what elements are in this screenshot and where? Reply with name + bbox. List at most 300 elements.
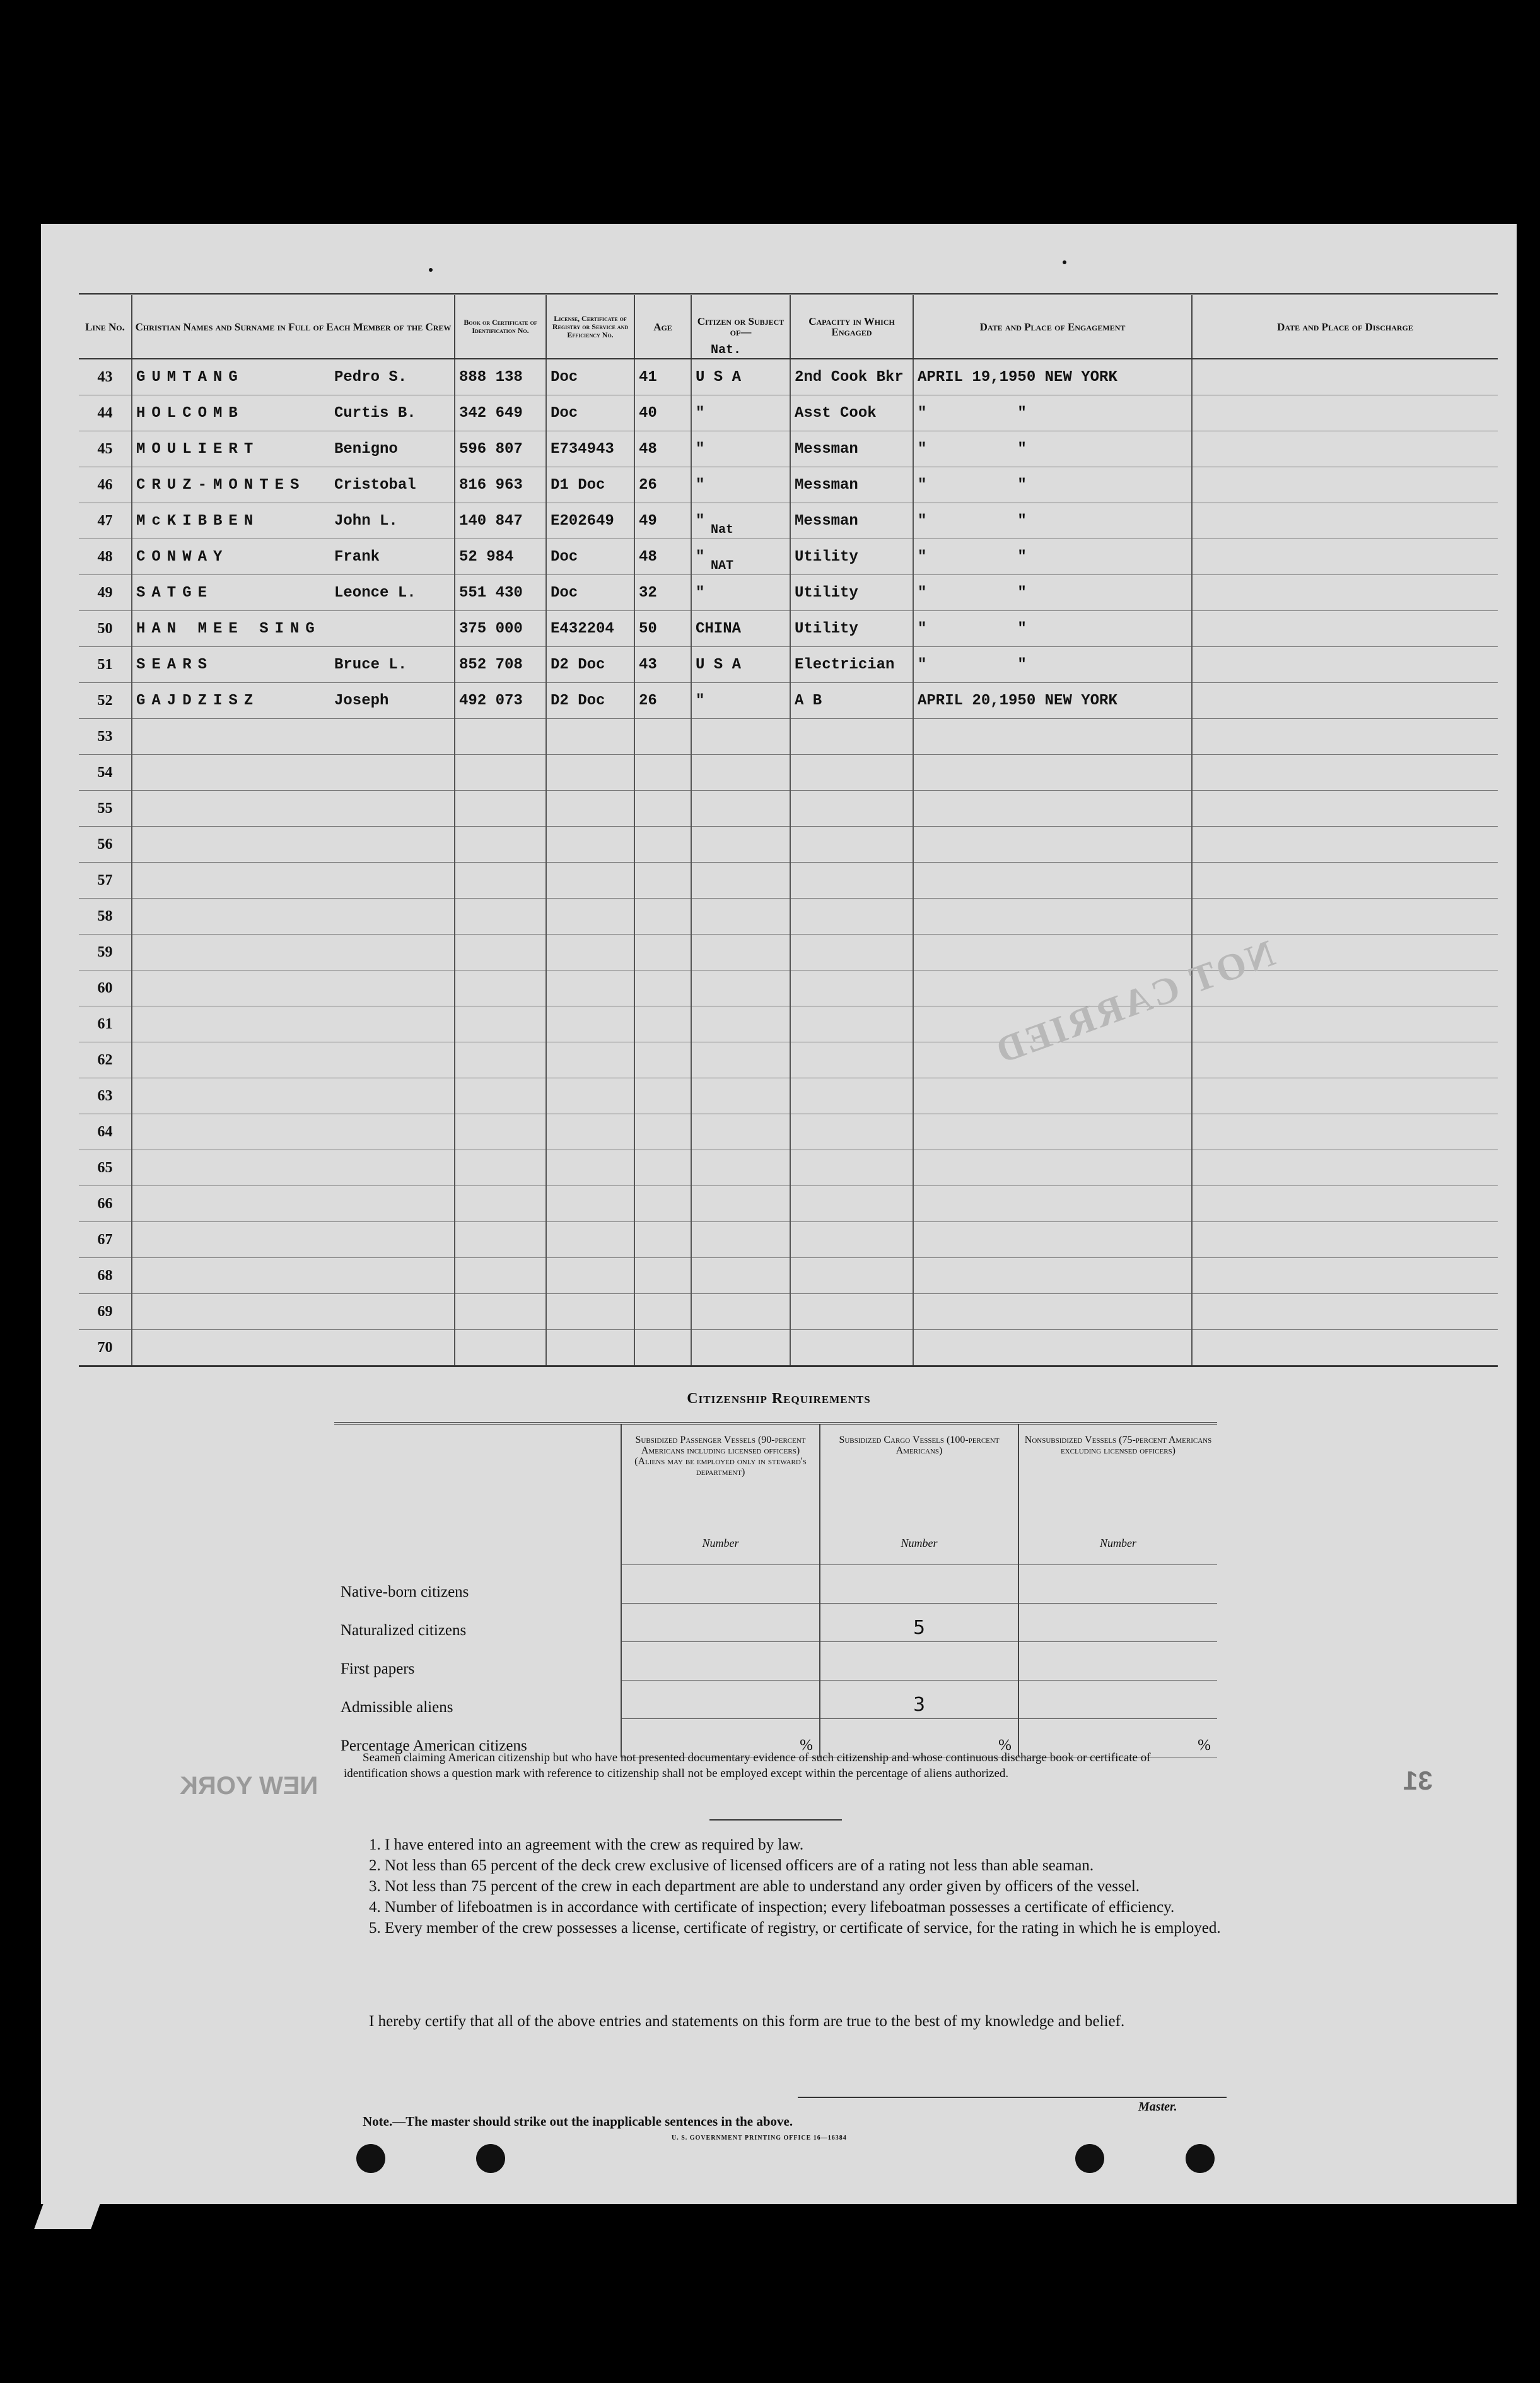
engagement: APRIL 20,1950 NEW YORK bbox=[913, 683, 1192, 719]
license-number: E432204 bbox=[546, 611, 634, 647]
line-number: 53 bbox=[79, 719, 132, 755]
line-number: 63 bbox=[79, 1078, 132, 1114]
empty-cell bbox=[790, 1294, 913, 1330]
empty-cell bbox=[691, 935, 790, 970]
capacity: Asst Cook bbox=[790, 395, 913, 431]
crew-row-empty bbox=[79, 1042, 1498, 1078]
empty-cell bbox=[634, 791, 691, 827]
line-number: 68 bbox=[79, 1258, 132, 1294]
crew-row-empty bbox=[79, 719, 1498, 755]
empty-cell bbox=[1192, 1006, 1498, 1042]
license-number: D1 Doc bbox=[546, 467, 634, 503]
empty-cell bbox=[546, 899, 634, 935]
citizenship-header-row bbox=[334, 1423, 1217, 1533]
citizenship bbox=[691, 503, 790, 539]
given-name: Cristobal bbox=[334, 476, 416, 494]
header-citizen: Citizen or Subject of— bbox=[691, 294, 790, 359]
percent-sign: % bbox=[1018, 1719, 1217, 1757]
empty-cell bbox=[1192, 1042, 1498, 1078]
row-label: First papers bbox=[341, 1660, 415, 1677]
empty-cell bbox=[546, 1186, 634, 1222]
empty-cell bbox=[546, 1258, 634, 1294]
row-admissible-aliens bbox=[334, 1681, 1217, 1719]
empty-cell bbox=[1192, 1258, 1498, 1294]
empty-cell bbox=[455, 755, 546, 791]
passenger-value bbox=[621, 1565, 820, 1604]
empty-cell bbox=[691, 1294, 790, 1330]
empty-cell bbox=[1192, 1294, 1498, 1330]
empty-cell bbox=[691, 1186, 790, 1222]
crew-row-empty bbox=[79, 1006, 1498, 1042]
row-label: Naturalized citizens bbox=[341, 1621, 467, 1639]
empty-cell bbox=[1192, 1114, 1498, 1150]
empty-cell bbox=[132, 1006, 455, 1042]
empty-cell bbox=[634, 935, 691, 970]
printer-imprint: U. S. GOVERNMENT PRINTING OFFICE 16—16384 bbox=[672, 2135, 847, 2141]
manifest-page bbox=[41, 224, 1517, 2204]
empty-cell bbox=[790, 899, 913, 935]
empty-cell bbox=[691, 755, 790, 791]
empty-cell bbox=[634, 1006, 691, 1042]
nonsubsidized-value bbox=[1018, 1565, 1217, 1604]
empty-cell bbox=[691, 1042, 790, 1078]
header-license: License, Certificate of Registry or Service and Efficiency No. bbox=[546, 294, 634, 359]
citizen-value: U S A bbox=[696, 368, 742, 386]
empty-cell bbox=[790, 1042, 913, 1078]
empty-cell bbox=[546, 863, 634, 899]
crew-row-empty bbox=[79, 935, 1498, 970]
age: 48 bbox=[634, 539, 691, 575]
row-first-papers bbox=[334, 1642, 1217, 1681]
empty-cell bbox=[913, 1330, 1192, 1366]
empty-cell bbox=[1192, 863, 1498, 899]
license-number: Doc bbox=[546, 575, 634, 611]
empty-cell bbox=[691, 1006, 790, 1042]
book-number: 816 963 bbox=[455, 467, 546, 503]
statement-item: 2. Not less than 65 percent of the deck crew exclusive of licensed officers are of a rating not less than able seaman. bbox=[369, 1857, 1094, 1874]
empty-cell bbox=[691, 1150, 790, 1186]
cargo-value: 3 bbox=[820, 1681, 1018, 1719]
empty-cell bbox=[913, 1078, 1192, 1114]
crew-row bbox=[79, 431, 1498, 467]
given-name: Frank bbox=[334, 548, 380, 566]
license-number: D2 Doc bbox=[546, 647, 634, 683]
line-number: 46 bbox=[79, 467, 132, 503]
empty-cell bbox=[790, 719, 913, 755]
master-label: Master. bbox=[1138, 2100, 1177, 2114]
capacity: Utility bbox=[790, 575, 913, 611]
header-name: Christian Names and Surname in Full of Each Member of the Crew bbox=[132, 294, 455, 359]
discharge bbox=[1192, 395, 1498, 431]
citizen-value: " bbox=[696, 584, 705, 602]
empty-cell bbox=[691, 899, 790, 935]
empty-cell bbox=[455, 1258, 546, 1294]
empty-cell bbox=[132, 1150, 455, 1186]
empty-cell bbox=[132, 899, 455, 935]
empty-cell bbox=[1192, 791, 1498, 827]
empty-cell bbox=[913, 935, 1192, 970]
empty-cell bbox=[1192, 899, 1498, 935]
punch-hole bbox=[429, 268, 433, 272]
empty-cell bbox=[691, 791, 790, 827]
book-number: 888 138 bbox=[455, 359, 546, 395]
surname: CONWAY bbox=[136, 548, 229, 566]
line-number: 69 bbox=[79, 1294, 132, 1330]
empty-cell bbox=[455, 719, 546, 755]
age: 41 bbox=[634, 359, 691, 395]
punch-hole bbox=[356, 2144, 385, 2173]
number-label-row bbox=[334, 1533, 1217, 1565]
passenger-value bbox=[621, 1604, 820, 1642]
engagement: " " bbox=[913, 395, 1192, 431]
empty-cell bbox=[132, 1222, 455, 1258]
header-line: Line No. bbox=[79, 294, 132, 359]
crew-row-empty bbox=[79, 1150, 1498, 1186]
empty-cell bbox=[546, 755, 634, 791]
crew-row bbox=[79, 611, 1498, 647]
empty-cell bbox=[455, 1150, 546, 1186]
number-label: Number bbox=[820, 1533, 1018, 1565]
empty-cell bbox=[132, 1294, 455, 1330]
empty-cell bbox=[790, 1114, 913, 1150]
engagement: " " bbox=[913, 611, 1192, 647]
empty-cell bbox=[455, 935, 546, 970]
empty-cell bbox=[1192, 1150, 1498, 1186]
empty-cell bbox=[913, 719, 1192, 755]
empty-cell bbox=[546, 1294, 634, 1330]
empty-cell bbox=[913, 755, 1192, 791]
surname: CRUZ-MONTES bbox=[136, 476, 306, 494]
empty-cell bbox=[455, 1222, 546, 1258]
empty-cell bbox=[790, 1330, 913, 1366]
empty-cell bbox=[634, 970, 691, 1006]
empty-cell bbox=[634, 755, 691, 791]
age: 49 bbox=[634, 503, 691, 539]
empty-cell bbox=[132, 1114, 455, 1150]
age: 26 bbox=[634, 683, 691, 719]
crew-list-table bbox=[79, 293, 1498, 1367]
line-number: 51 bbox=[79, 647, 132, 683]
empty-cell bbox=[132, 791, 455, 827]
col-nonsubsidized: Nonsubsidized Vessels (75-percent Americans excluding licensed officers) bbox=[1018, 1423, 1217, 1533]
empty-cell bbox=[455, 1186, 546, 1222]
crew-row bbox=[79, 539, 1498, 575]
crew-name bbox=[132, 683, 455, 719]
empty-cell bbox=[132, 755, 455, 791]
empty-cell bbox=[546, 1330, 634, 1366]
empty-cell bbox=[790, 1006, 913, 1042]
empty-cell bbox=[546, 1114, 634, 1150]
empty-cell bbox=[691, 1078, 790, 1114]
cargo-value bbox=[820, 1565, 1018, 1604]
capacity: Electrician bbox=[790, 647, 913, 683]
passenger-value bbox=[621, 1681, 820, 1719]
empty-cell bbox=[132, 863, 455, 899]
crew-name bbox=[132, 503, 455, 539]
empty-cell bbox=[913, 1258, 1192, 1294]
empty-cell bbox=[455, 863, 546, 899]
empty-cell bbox=[546, 791, 634, 827]
empty-cell bbox=[634, 1150, 691, 1186]
empty-cell bbox=[634, 1042, 691, 1078]
nonsubsidized-value bbox=[1018, 1642, 1217, 1681]
empty-cell bbox=[790, 863, 913, 899]
line-number: 49 bbox=[79, 575, 132, 611]
citizenship bbox=[691, 343, 790, 395]
header-row bbox=[79, 294, 1498, 359]
empty-cell bbox=[132, 1042, 455, 1078]
engagement: " " bbox=[913, 647, 1192, 683]
empty-cell bbox=[1192, 719, 1498, 755]
col-passenger: Subsidized Passenger Vessels (90-percent Americans including licensed officers) (Aliens may be employed only in steward's department) bbox=[621, 1423, 820, 1533]
empty-cell bbox=[546, 719, 634, 755]
line-number: 48 bbox=[79, 539, 132, 575]
crew-row-empty bbox=[79, 791, 1498, 827]
empty-cell bbox=[546, 1042, 634, 1078]
empty-cell bbox=[1192, 755, 1498, 791]
statement-item: 1. I have entered into an agreement with the crew as required by law. bbox=[369, 1836, 804, 1853]
surname: McKIBBEN bbox=[136, 512, 260, 530]
license-number: E202649 bbox=[546, 503, 634, 539]
bleedthrough-text: NEW YORK bbox=[180, 1772, 318, 1800]
row-naturalized bbox=[334, 1604, 1217, 1642]
row-label: Admissible aliens bbox=[341, 1698, 453, 1716]
empty-cell bbox=[913, 1150, 1192, 1186]
engagement: " " bbox=[913, 539, 1192, 575]
header-engagement: Date and Place of Engagement bbox=[913, 294, 1192, 359]
empty-cell bbox=[132, 1330, 455, 1366]
citizen-value: " bbox=[696, 440, 705, 458]
crew-row bbox=[79, 503, 1498, 539]
empty-cell bbox=[634, 1186, 691, 1222]
citizenship bbox=[691, 431, 790, 467]
crew-row-empty bbox=[79, 863, 1498, 899]
percent-sign: % bbox=[621, 1719, 820, 1757]
header-capacity: Capacity in Which Engaged bbox=[790, 294, 913, 359]
line-number: 60 bbox=[79, 970, 132, 1006]
empty-cell bbox=[691, 719, 790, 755]
empty-cell bbox=[546, 827, 634, 863]
empty-cell bbox=[691, 1114, 790, 1150]
empty-cell bbox=[132, 719, 455, 755]
empty-cell bbox=[913, 827, 1192, 863]
empty-cell bbox=[691, 970, 790, 1006]
citizen-value: U S A bbox=[696, 656, 742, 673]
capacity: Utility bbox=[790, 539, 913, 575]
statement-item: 3. Not less than 75 percent of the crew in each department are able to understand any order given by officers of the vessel. bbox=[369, 1878, 1140, 1895]
crew-row-empty bbox=[79, 1294, 1498, 1330]
citizenship bbox=[691, 683, 790, 719]
number-label: Number bbox=[621, 1533, 820, 1565]
crew-row bbox=[79, 647, 1498, 683]
empty-cell bbox=[634, 1222, 691, 1258]
crew-row bbox=[79, 683, 1498, 719]
empty-cell bbox=[546, 1150, 634, 1186]
given-name: Curtis B. bbox=[334, 404, 416, 422]
crew-row-empty bbox=[79, 1078, 1498, 1114]
citizenship-table bbox=[334, 1422, 1217, 1757]
discharge bbox=[1192, 467, 1498, 503]
line-number: 57 bbox=[79, 863, 132, 899]
line-number: 65 bbox=[79, 1150, 132, 1186]
row-label: Percentage American citizens bbox=[341, 1737, 527, 1754]
citizenship bbox=[691, 611, 790, 647]
crew-name bbox=[132, 467, 455, 503]
empty-cell bbox=[913, 791, 1192, 827]
line-number: 67 bbox=[79, 1222, 132, 1258]
certification-text: I hereby certify that all of the above entries and statements on this form are true to the best of my knowledge and belief. bbox=[369, 2013, 1125, 2030]
empty-cell bbox=[913, 863, 1192, 899]
capacity: Utility bbox=[790, 611, 913, 647]
citizenship bbox=[691, 395, 790, 431]
line-number: 64 bbox=[79, 1114, 132, 1150]
crew-row-empty bbox=[79, 1186, 1498, 1222]
age: 32 bbox=[634, 575, 691, 611]
empty-cell bbox=[455, 1114, 546, 1150]
empty-cell bbox=[132, 1186, 455, 1222]
line-number: 43 bbox=[79, 359, 132, 395]
statement-item: 4. Number of lifeboatmen is in accordance with certificate of inspection; every lifeboatman possesses a certificate of efficiency. bbox=[369, 1899, 1175, 1916]
crew-row-empty bbox=[79, 1330, 1498, 1366]
empty-cell bbox=[634, 899, 691, 935]
crew-row-empty bbox=[79, 1222, 1498, 1258]
not-carried-stamp: NOT CARRIED bbox=[988, 931, 1280, 1073]
line-number: 70 bbox=[79, 1330, 132, 1366]
empty-cell bbox=[634, 827, 691, 863]
empty-cell bbox=[455, 1042, 546, 1078]
note-text: Note.—The master should strike out the inapplicable sentences in the above. bbox=[363, 2114, 793, 2129]
empty-cell bbox=[790, 935, 913, 970]
empty-cell bbox=[634, 719, 691, 755]
empty-cell bbox=[691, 1222, 790, 1258]
engagement: " " bbox=[913, 503, 1192, 539]
passenger-value bbox=[621, 1642, 820, 1681]
empty-cell bbox=[1192, 1330, 1498, 1366]
empty-cell bbox=[455, 899, 546, 935]
engagement: APRIL 19,1950 NEW YORK bbox=[913, 359, 1192, 395]
statement-item: 5. Every member of the crew possesses a license, certificate of registry, or certificate of service, for the rating in which he is employed. bbox=[369, 1920, 1221, 1937]
book-number: 52 984 bbox=[455, 539, 546, 575]
crew-row-empty bbox=[79, 1258, 1498, 1294]
surname: GAJDZISZ bbox=[136, 692, 260, 709]
surname: HAN MEE SING bbox=[136, 620, 321, 638]
empty-cell bbox=[546, 970, 634, 1006]
given-name: John L. bbox=[334, 512, 398, 530]
discharge bbox=[1192, 611, 1498, 647]
crew-row-empty bbox=[79, 755, 1498, 791]
punch-hole bbox=[1186, 2144, 1215, 2173]
nonsubsidized-value bbox=[1018, 1681, 1217, 1719]
crew-name bbox=[132, 395, 455, 431]
citizen-value: " bbox=[696, 476, 705, 494]
empty-cell bbox=[1192, 827, 1498, 863]
bleedthrough-number: 31 bbox=[1403, 1766, 1433, 1795]
row-label: Native-born citizens bbox=[341, 1583, 469, 1600]
book-number: 596 807 bbox=[455, 431, 546, 467]
empty-cell bbox=[1192, 1186, 1498, 1222]
crew-row bbox=[79, 575, 1498, 611]
seamen-note: Seamen claiming American citizenship but who have not presented documentary evidence of such citizenship and whose continuous discharge book or certificate of identification shows a question mark with reference to citizenship shall not be employed except within the percentage of aliens authorized. bbox=[344, 1751, 1151, 1780]
empty-cell bbox=[790, 1078, 913, 1114]
empty-cell bbox=[913, 1186, 1192, 1222]
surname: HOLCOMB bbox=[136, 404, 244, 422]
discharge bbox=[1192, 575, 1498, 611]
crew-name bbox=[132, 611, 455, 647]
capacity: A B bbox=[790, 683, 913, 719]
citizen-note: Nat. bbox=[711, 343, 742, 358]
citizen-value: " bbox=[696, 692, 705, 709]
crew-row-empty bbox=[79, 899, 1498, 935]
capacity: Messman bbox=[790, 503, 913, 539]
master-signature-line bbox=[798, 2097, 1227, 2098]
citizen-value: " bbox=[696, 404, 705, 422]
given-name: Leonce L. bbox=[334, 584, 416, 602]
empty-cell bbox=[132, 827, 455, 863]
empty-cell bbox=[132, 1078, 455, 1114]
capacity: 2nd Cook Bkr bbox=[790, 359, 913, 395]
discharge bbox=[1192, 683, 1498, 719]
empty-cell bbox=[913, 1294, 1192, 1330]
discharge bbox=[1192, 431, 1498, 467]
discharge bbox=[1192, 647, 1498, 683]
line-number: 45 bbox=[79, 431, 132, 467]
line-number: 61 bbox=[79, 1006, 132, 1042]
header-discharge: Date and Place of Discharge bbox=[1192, 294, 1498, 359]
age: 26 bbox=[634, 467, 691, 503]
empty-cell bbox=[790, 1186, 913, 1222]
surname: SEARS bbox=[136, 656, 214, 673]
book-number: 375 000 bbox=[455, 611, 546, 647]
empty-cell bbox=[455, 827, 546, 863]
line-number: 66 bbox=[79, 1186, 132, 1222]
age: 43 bbox=[634, 647, 691, 683]
citizenship bbox=[691, 559, 790, 611]
crew-row-empty bbox=[79, 1114, 1498, 1150]
engagement: " " bbox=[913, 431, 1192, 467]
line-number: 58 bbox=[79, 899, 132, 935]
empty-cell bbox=[790, 970, 913, 1006]
citizen-value: " bbox=[696, 548, 705, 566]
empty-cell bbox=[1192, 1078, 1498, 1114]
line-number: 55 bbox=[79, 791, 132, 827]
punch-hole bbox=[1075, 2144, 1104, 2173]
empty-cell bbox=[790, 827, 913, 863]
empty-cell bbox=[634, 863, 691, 899]
discharge bbox=[1192, 539, 1498, 575]
empty-cell bbox=[455, 1078, 546, 1114]
capacity: Messman bbox=[790, 431, 913, 467]
crew-row bbox=[79, 359, 1498, 395]
citizen-value: CHINA bbox=[696, 620, 742, 638]
citizen-note: Nat bbox=[711, 523, 734, 537]
citizenship bbox=[691, 467, 790, 503]
line-number: 50 bbox=[79, 611, 132, 647]
line-number: 59 bbox=[79, 935, 132, 970]
col-cargo: Subsidized Cargo Vessels (100-percent Americans) bbox=[820, 1423, 1018, 1533]
line-number: 44 bbox=[79, 395, 132, 431]
discharge bbox=[1192, 503, 1498, 539]
punch-hole bbox=[1063, 260, 1066, 264]
empty-cell bbox=[691, 863, 790, 899]
empty-cell bbox=[634, 1258, 691, 1294]
empty-cell bbox=[691, 827, 790, 863]
given-name: Bruce L. bbox=[334, 656, 407, 673]
empty-cell bbox=[790, 1258, 913, 1294]
empty-cell bbox=[913, 1114, 1192, 1150]
divider bbox=[709, 1819, 842, 1821]
empty-cell bbox=[790, 1222, 913, 1258]
empty-cell bbox=[634, 1078, 691, 1114]
